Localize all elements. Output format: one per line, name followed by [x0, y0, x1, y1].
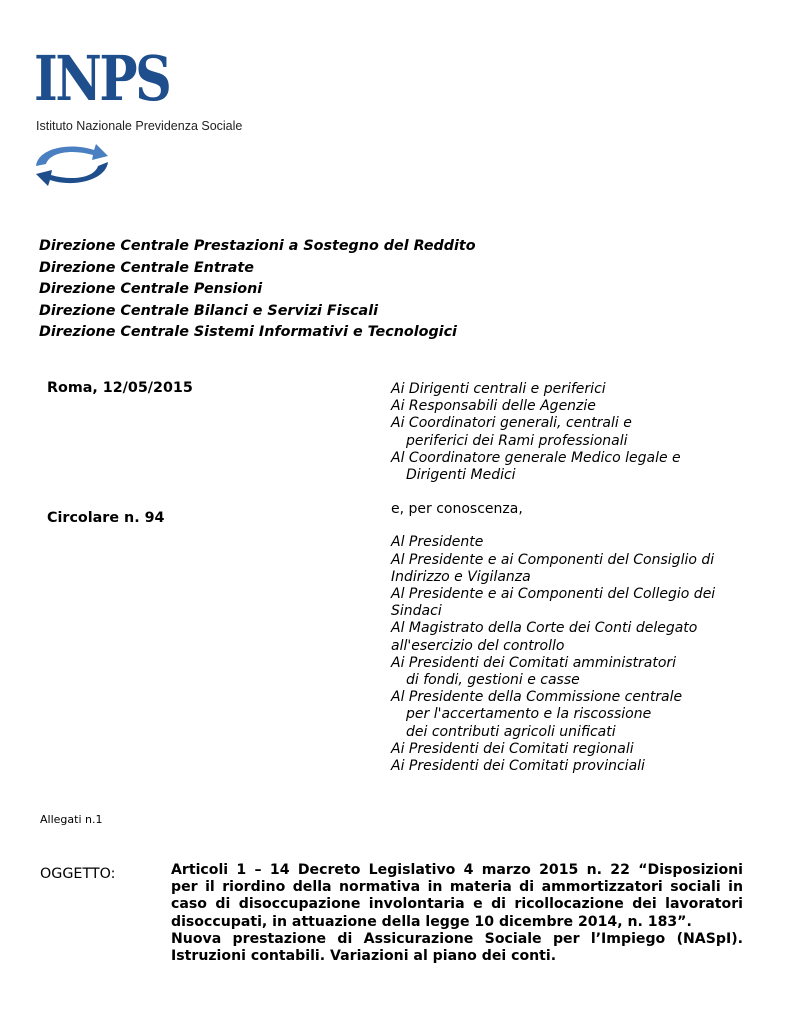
directorate-line: Direzione Centrale Entrate [39, 259, 254, 276]
recipient-line: Indirizzo e Vigilanza [391, 568, 531, 585]
place-date: Roma, 12/05/2015 [47, 380, 193, 396]
recipient-line: Al Presidente e ai Componenti del Collegio dei [391, 586, 716, 603]
recipient-line: Ai Dirigenti centrali e periferici [391, 381, 606, 397]
directorate-line: Direzione Centrale Pensioni [39, 281, 263, 297]
inps-logo [30, 44, 260, 194]
recipient-line: per l'accertamento e la riscossione [406, 706, 652, 723]
recipient-line: dei contributi agricoli unificati [406, 723, 616, 740]
subject-line: disoccupati, in attuazione della legge 10 dicembre 2014, n. 183”. [171, 913, 692, 930]
subject-line: Articoli 1 – 14 Decreto Legislativo 4 marzo 2015 n. 22 “Disposizioni [171, 862, 743, 878]
recipient-line: all'esercizio del controllo [391, 637, 565, 654]
recipient-line: Ai Presidenti dei Comitati provinciali [391, 758, 645, 775]
recipient-line: Ai Presidenti dei Comitati regionali [391, 740, 634, 757]
logo-circular-arrows-icon [30, 140, 114, 190]
recipient-line: Al Presidente della Commissione centrale [391, 689, 683, 706]
recipient-line: Al Coordinatore generale Medico legale e [391, 449, 681, 466]
recipient-line: di fondi, gestioni e casse [406, 672, 580, 689]
recipient-line: periferici dei Rami professionali [406, 432, 628, 449]
for-knowledge-label: e, per conoscenza, [391, 501, 523, 518]
circular-number: Circolare n. 94 [47, 510, 165, 526]
subject-text [171, 862, 743, 965]
attachments-note: Allegati n.1 [40, 813, 103, 826]
recipient-line: Al Presidente e ai Componenti del Consiglio di [391, 551, 715, 568]
subject-line: Istruzioni contabili. Variazioni al piano dei conti. [171, 948, 557, 965]
subject-line: caso di disoccupazione involontaria e di ricollocazione dei lavoratori [171, 896, 743, 913]
subject-label: OGGETTO: [40, 866, 116, 882]
recipient-line: Al Presidente [391, 534, 484, 551]
directorate-line: Direzione Centrale Prestazioni a Sostegno del Reddito [39, 238, 476, 254]
subject-line: per il riordino della normativa in materia di ammortizzatori sociali in [171, 879, 743, 896]
recipient-line: Dirigenti Medici [406, 467, 516, 484]
logo-wordmark: INPS [34, 42, 170, 115]
recipient-line: Ai Coordinatori generali, centrali e [391, 415, 632, 432]
recipients-block [391, 381, 751, 775]
directorate-line: Direzione Centrale Bilanci e Servizi Fiscali [39, 302, 378, 319]
directorate-line: Direzione Centrale Sistemi Informativi e Tecnologici [39, 324, 457, 340]
subject-line: Nuova prestazione di Assicurazione Sociale per l’Impiego (NASpI). [171, 930, 743, 947]
directorates-list [39, 236, 476, 344]
logo-institute-name: Istituto Nazionale Previdenza Sociale [36, 119, 243, 133]
recipient-line: Sindaci [391, 603, 442, 620]
recipient-line: Ai Presidenti dei Comitati amministratori [391, 654, 677, 671]
recipient-line: Al Magistrato della Corte dei Conti delegato [391, 620, 698, 637]
recipient-line: Ai Responsabili delle Agenzie [391, 398, 596, 415]
